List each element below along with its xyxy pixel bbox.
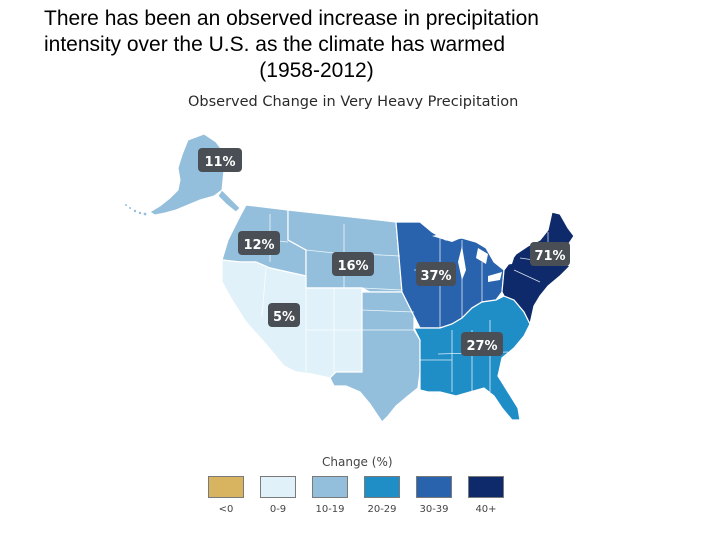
legend-swatch-10-19 [312, 476, 348, 498]
legend-swatch-lt0 [208, 476, 244, 498]
legend-item-10-19 [312, 476, 348, 515]
legend-label-40-plus: 40+ [475, 504, 497, 515]
label-midwest-text: 37% [420, 269, 452, 284]
slide-title-line-1: There has been an observed increase in precipitation [44, 7, 539, 30]
legend-label-10-19: 10-19 [315, 504, 345, 515]
region-alaska [125, 134, 240, 215]
legend-swatch-40-plus [468, 476, 504, 498]
legend-swatch-0-9 [260, 476, 296, 498]
legend-item-30-39 [416, 476, 452, 515]
legend-item-lt0 [208, 476, 244, 515]
label-southwest [268, 303, 300, 327]
label-southeast-text: 27% [466, 339, 498, 354]
label-alaska-text: 11% [204, 155, 236, 170]
label-northeast-text: 71% [534, 249, 566, 264]
legend-label-20-29: 20-29 [367, 504, 397, 515]
legend-item-20-29 [364, 476, 400, 515]
legend-swatch-30-39 [416, 476, 452, 498]
label-northwest [238, 231, 280, 255]
label-alaska [198, 148, 242, 172]
legend [208, 476, 508, 522]
legend-item-0-9 [260, 476, 296, 515]
legend-label-lt0: <0 [218, 504, 234, 515]
label-southeast [461, 332, 503, 356]
legend-title: Change (%) [322, 455, 393, 469]
label-northeast [530, 242, 570, 266]
legend-swatch-20-29 [364, 476, 400, 498]
label-northwest-text: 12% [243, 238, 275, 253]
label-midwest [416, 262, 456, 286]
alaska-panhandle-shape [218, 190, 240, 212]
alaska-shape [150, 134, 224, 215]
legend-label-0-9: 0-9 [269, 504, 287, 515]
label-southwest-text: 5% [272, 310, 296, 325]
slide-title-line-3: (1958-2012) [259, 59, 374, 82]
legend-label-30-39: 30-39 [419, 504, 449, 515]
label-great-plains-north [332, 252, 374, 276]
label-great-plains-north-text: 16% [337, 259, 369, 274]
slide-title-line-2: intensity over the U.S. as the climate has warmed [44, 33, 506, 56]
legend-item-40-plus [468, 476, 504, 515]
figure-title: Observed Change in Very Heavy Precipitation [188, 94, 519, 110]
aleutian-islands [125, 204, 146, 215]
